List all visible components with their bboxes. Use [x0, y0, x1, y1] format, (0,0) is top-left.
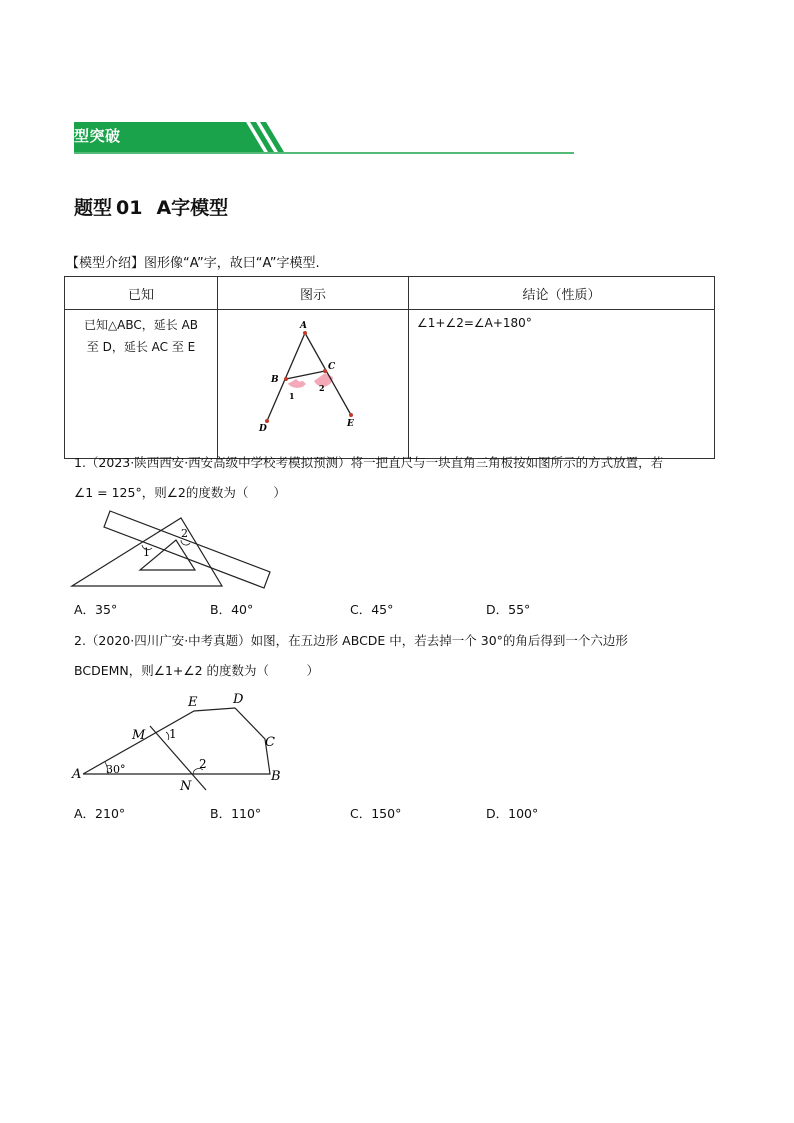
q1-line1: 1.（2023·陕西西安·西安高级中学校考模拟预测）将一把直尺与一块直角三角板按如图所示的方式放置，若 — [74, 455, 664, 470]
known-cell — [65, 310, 218, 459]
q2-label-e: E — [188, 695, 198, 710]
col-conclusion-header: 结论（性质） — [409, 277, 715, 310]
q1-label-2: 2 — [181, 527, 188, 540]
label-b: B — [271, 375, 279, 385]
q2-figure — [68, 688, 288, 798]
q2-label-n: N — [180, 779, 192, 794]
q1-label-1: 1 — [143, 546, 150, 559]
section-title: 重难点题型突破 — [12, 127, 121, 145]
label-e: E — [347, 419, 354, 429]
q1-option-c[interactable]: C．45° — [350, 602, 394, 617]
label-a: A — [300, 321, 307, 331]
q2-label-2: 2 — [199, 757, 207, 771]
heading-title: A字模型 — [156, 197, 229, 219]
q2-label-a: A — [72, 767, 82, 782]
q2-line2: BCDEMN，则∠1+∠2 的度数为（ ） — [74, 663, 320, 678]
figure-cell — [218, 310, 409, 459]
label-2: 2 — [319, 383, 325, 393]
conclusion-cell: ∠1+∠2=∠A+180° — [409, 310, 715, 459]
q2-text — [74, 632, 628, 680]
q1-option-b[interactable]: B．40° — [210, 602, 254, 617]
q2-label-b: B — [271, 769, 281, 784]
q2-option-b[interactable]: B．110° — [210, 806, 262, 821]
model-intro: 【模型介绍】图形像“A”字，故曰“A”字模型. — [66, 256, 320, 271]
model-table — [64, 276, 715, 459]
col-known-header: 已知 — [65, 277, 218, 310]
q2-option-c[interactable]: C．150° — [350, 806, 402, 821]
heading-prefix: 题型 — [74, 197, 113, 219]
q1-figure — [70, 508, 275, 593]
col-figure-header: 图示 — [218, 277, 409, 310]
heading-number: 01 — [116, 197, 143, 219]
q2-label-m: M — [132, 728, 146, 743]
label-d: D — [259, 424, 267, 434]
q2-option-a[interactable]: A．210° — [74, 806, 126, 821]
q2-line1: 2.（2020·四川广安·中考真题）如图，在五边形 ABCDE 中，若去掉一个 30°的角后得到一个六边形 — [74, 633, 628, 648]
label-c: C — [328, 362, 336, 372]
q1-option-d[interactable]: D．55° — [486, 602, 531, 617]
a-model-figure — [219, 311, 405, 447]
q2-label-1: 1 — [169, 727, 177, 741]
q1-option-a[interactable]: A．35° — [74, 602, 118, 617]
section-banner — [74, 118, 574, 154]
q2-label-c: C — [265, 735, 275, 750]
q2-option-d[interactable]: D．100° — [486, 806, 539, 821]
q2-angle-label: 30° — [106, 763, 126, 776]
q2-label-d: D — [233, 692, 244, 707]
known-line: 至 D，延长 AC 至 E — [86, 340, 196, 354]
q1-text — [74, 454, 663, 502]
label-1: 1 — [289, 391, 295, 401]
page-heading — [74, 193, 228, 220]
q1-line2: ∠1 = 125°，则∠2的度数为（ ） — [74, 485, 286, 500]
known-line: 已知△ABC，延长 AB — [83, 318, 199, 332]
